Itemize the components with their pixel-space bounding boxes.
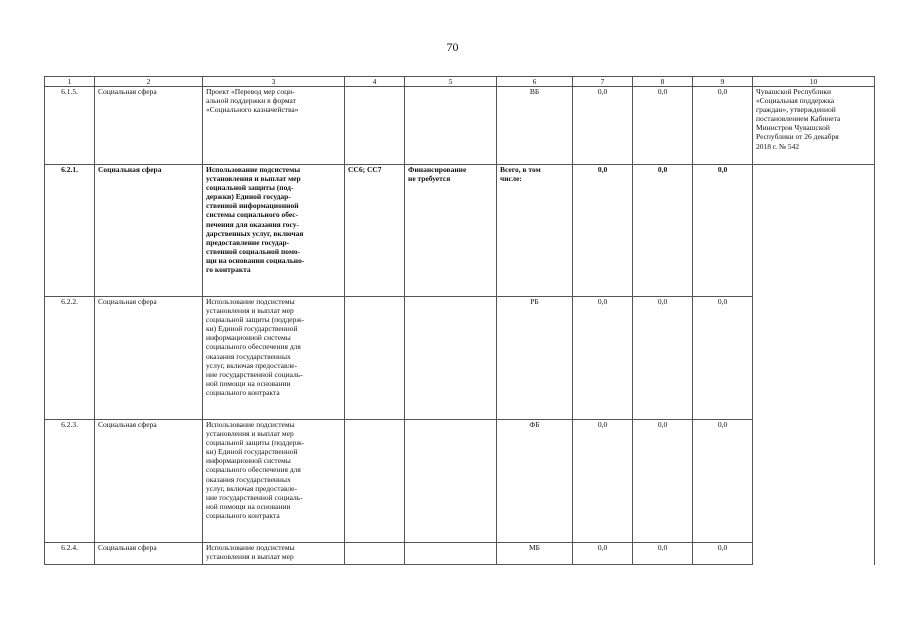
text-line: числе: bbox=[500, 174, 522, 184]
text-line: альной поддержки в формат bbox=[206, 96, 296, 106]
text-line: установления и выплат мер bbox=[206, 306, 294, 316]
column-number: 3 bbox=[203, 77, 345, 87]
text-line: печения для оказания госу- bbox=[206, 219, 300, 229]
text-line: Использование подсистемы bbox=[206, 165, 301, 174]
amount-cell: 0,0 bbox=[693, 297, 753, 420]
measure-name-cell bbox=[203, 87, 345, 165]
text-line: установления и выплат мер bbox=[206, 552, 294, 562]
measure-name-cell bbox=[203, 420, 345, 543]
amount-cell: 0,0 bbox=[693, 87, 753, 165]
measure-name-cell bbox=[203, 297, 345, 420]
text-line: социального контракта bbox=[206, 510, 280, 520]
sphere-cell: Социальная сфера bbox=[95, 543, 203, 565]
text-line: установления и выплат мер bbox=[206, 429, 294, 439]
text-line: предоставление государ- bbox=[206, 237, 290, 247]
amount-cell: 0,0 bbox=[573, 543, 633, 565]
text-line: ной помощи на основании bbox=[206, 378, 291, 388]
text-line: социальной защиты (под- bbox=[206, 183, 294, 193]
financing-cell bbox=[405, 165, 497, 297]
financing-cell bbox=[405, 87, 497, 165]
text-line: социального обеспечения для bbox=[206, 465, 301, 475]
column-number: 2 bbox=[95, 77, 203, 87]
column-number: 6 bbox=[497, 77, 573, 87]
text-line: Финансирование bbox=[408, 165, 467, 174]
text-line: 2018 г. № 542 bbox=[756, 141, 800, 151]
financing-cell bbox=[405, 297, 497, 420]
program-table bbox=[44, 76, 875, 565]
column-number: 7 bbox=[573, 77, 633, 87]
financing-cell bbox=[405, 543, 497, 565]
amount-cell: 0,0 bbox=[573, 87, 633, 165]
sphere-cell: Социальная сфера bbox=[95, 87, 203, 165]
page-number: 70 bbox=[446, 40, 459, 54]
indicator-cell: СС6; СС7 bbox=[345, 165, 405, 297]
amount-cell: 0,0 bbox=[693, 543, 753, 565]
column-number-row bbox=[45, 77, 875, 87]
text-line: установления и выплат мер bbox=[206, 174, 301, 184]
budget-source-cell: ФБ bbox=[497, 420, 573, 543]
text-line: Проект «Перевод мер соци- bbox=[206, 87, 295, 96]
measure-name-cell bbox=[203, 165, 345, 297]
text-line: го контракта bbox=[206, 265, 251, 275]
indicator-cell bbox=[345, 420, 405, 543]
column-number: 4 bbox=[345, 77, 405, 87]
text-line: услуг, включая предоставле- bbox=[206, 483, 298, 493]
sphere-cell: Социальная сфера bbox=[95, 297, 203, 420]
item-number: 6.1.5. bbox=[45, 87, 95, 165]
basis-document-cell bbox=[753, 87, 875, 165]
column-number: 8 bbox=[633, 77, 693, 87]
text-line: услуг, включая предоставле- bbox=[206, 360, 298, 370]
text-line: Всего, в том bbox=[500, 165, 541, 174]
text-line: информационной системы bbox=[206, 456, 291, 466]
text-line: информационной системы bbox=[206, 333, 291, 343]
table-row bbox=[45, 87, 875, 165]
text-line: Использование подсистемы bbox=[206, 420, 295, 429]
indicator-cell bbox=[345, 297, 405, 420]
text-line: ние государственной социаль- bbox=[206, 492, 303, 502]
item-number: 6.2.2. bbox=[45, 297, 95, 420]
text-line: социальной защиты (поддерж- bbox=[206, 315, 305, 325]
text-line: социального обеспечения для bbox=[206, 342, 301, 352]
amount-cell: 0,0 bbox=[693, 420, 753, 543]
table-row bbox=[45, 543, 875, 565]
amount-cell: 0,0 bbox=[573, 420, 633, 543]
measure-name-cell bbox=[203, 543, 345, 565]
text-line: Министров Чувашской bbox=[756, 123, 830, 133]
text-line: постановлением Кабинета bbox=[756, 114, 841, 124]
amount-cell: 0,0 bbox=[633, 543, 693, 565]
item-number: 6.2.1. bbox=[45, 165, 95, 297]
text-line: Чувашской Республики bbox=[756, 87, 832, 96]
text-line: граждан», утвержденной bbox=[756, 105, 836, 115]
column-number: 10 bbox=[753, 77, 875, 87]
text-line: «Социальная поддержка bbox=[756, 96, 835, 106]
text-line: ственной информационной bbox=[206, 201, 299, 211]
text-line: ки) Единой государственной bbox=[206, 324, 298, 334]
text-line: Использование подсистемы bbox=[206, 543, 295, 552]
column-number: 5 bbox=[405, 77, 497, 87]
text-line: щи на основании социально- bbox=[206, 255, 305, 265]
text-line: ки) Единой государственной bbox=[206, 447, 298, 457]
indicator-cell bbox=[345, 543, 405, 565]
table-row bbox=[45, 165, 875, 297]
text-line: держки) Единой государ- bbox=[206, 192, 291, 202]
amount-cell: 0,0 bbox=[573, 297, 633, 420]
text-line: социального контракта bbox=[206, 387, 280, 397]
indicator-cell bbox=[345, 87, 405, 165]
table-row bbox=[45, 420, 875, 543]
amount-cell: 0,0 bbox=[693, 165, 753, 297]
text-line: не требуется bbox=[408, 174, 451, 184]
budget-source-cell: ВБ bbox=[497, 87, 573, 165]
amount-cell: 0,0 bbox=[633, 297, 693, 420]
financing-cell bbox=[405, 420, 497, 543]
budget-source-cell: МБ bbox=[497, 543, 573, 565]
text-line: системы социального обес- bbox=[206, 210, 299, 220]
text-line: ственной социальной помо- bbox=[206, 246, 301, 256]
text-line: «Социального казначейства» bbox=[206, 105, 299, 115]
amount-cell: 0,0 bbox=[633, 87, 693, 165]
amount-cell: 0,0 bbox=[633, 420, 693, 543]
basis-document-cell bbox=[753, 165, 875, 565]
item-number: 6.2.4. bbox=[45, 543, 95, 565]
text-line: дарственных услуг, включая bbox=[206, 228, 304, 238]
text-line: ной помощи на основании bbox=[206, 501, 291, 511]
text-line: ние государственной социаль- bbox=[206, 369, 303, 379]
column-number: 1 bbox=[45, 77, 95, 87]
text-line: оказания государственных bbox=[206, 474, 291, 484]
text-line: оказания государственных bbox=[206, 351, 291, 361]
column-number: 9 bbox=[693, 77, 753, 87]
text-line: Использование подсистемы bbox=[206, 297, 295, 306]
budget-source-cell bbox=[497, 165, 573, 297]
text-line: Республики от 26 декабря bbox=[756, 132, 839, 142]
amount-cell: 0,0 bbox=[573, 165, 633, 297]
text-line: социальной защиты (поддерж- bbox=[206, 438, 305, 448]
table-row bbox=[45, 297, 875, 420]
amount-cell: 0,0 bbox=[633, 165, 693, 297]
item-number: 6.2.3. bbox=[45, 420, 95, 543]
sphere-cell: Социальная сфера bbox=[95, 420, 203, 543]
sphere-cell: Социальная сфера bbox=[95, 165, 203, 297]
budget-source-cell: РБ bbox=[497, 297, 573, 420]
